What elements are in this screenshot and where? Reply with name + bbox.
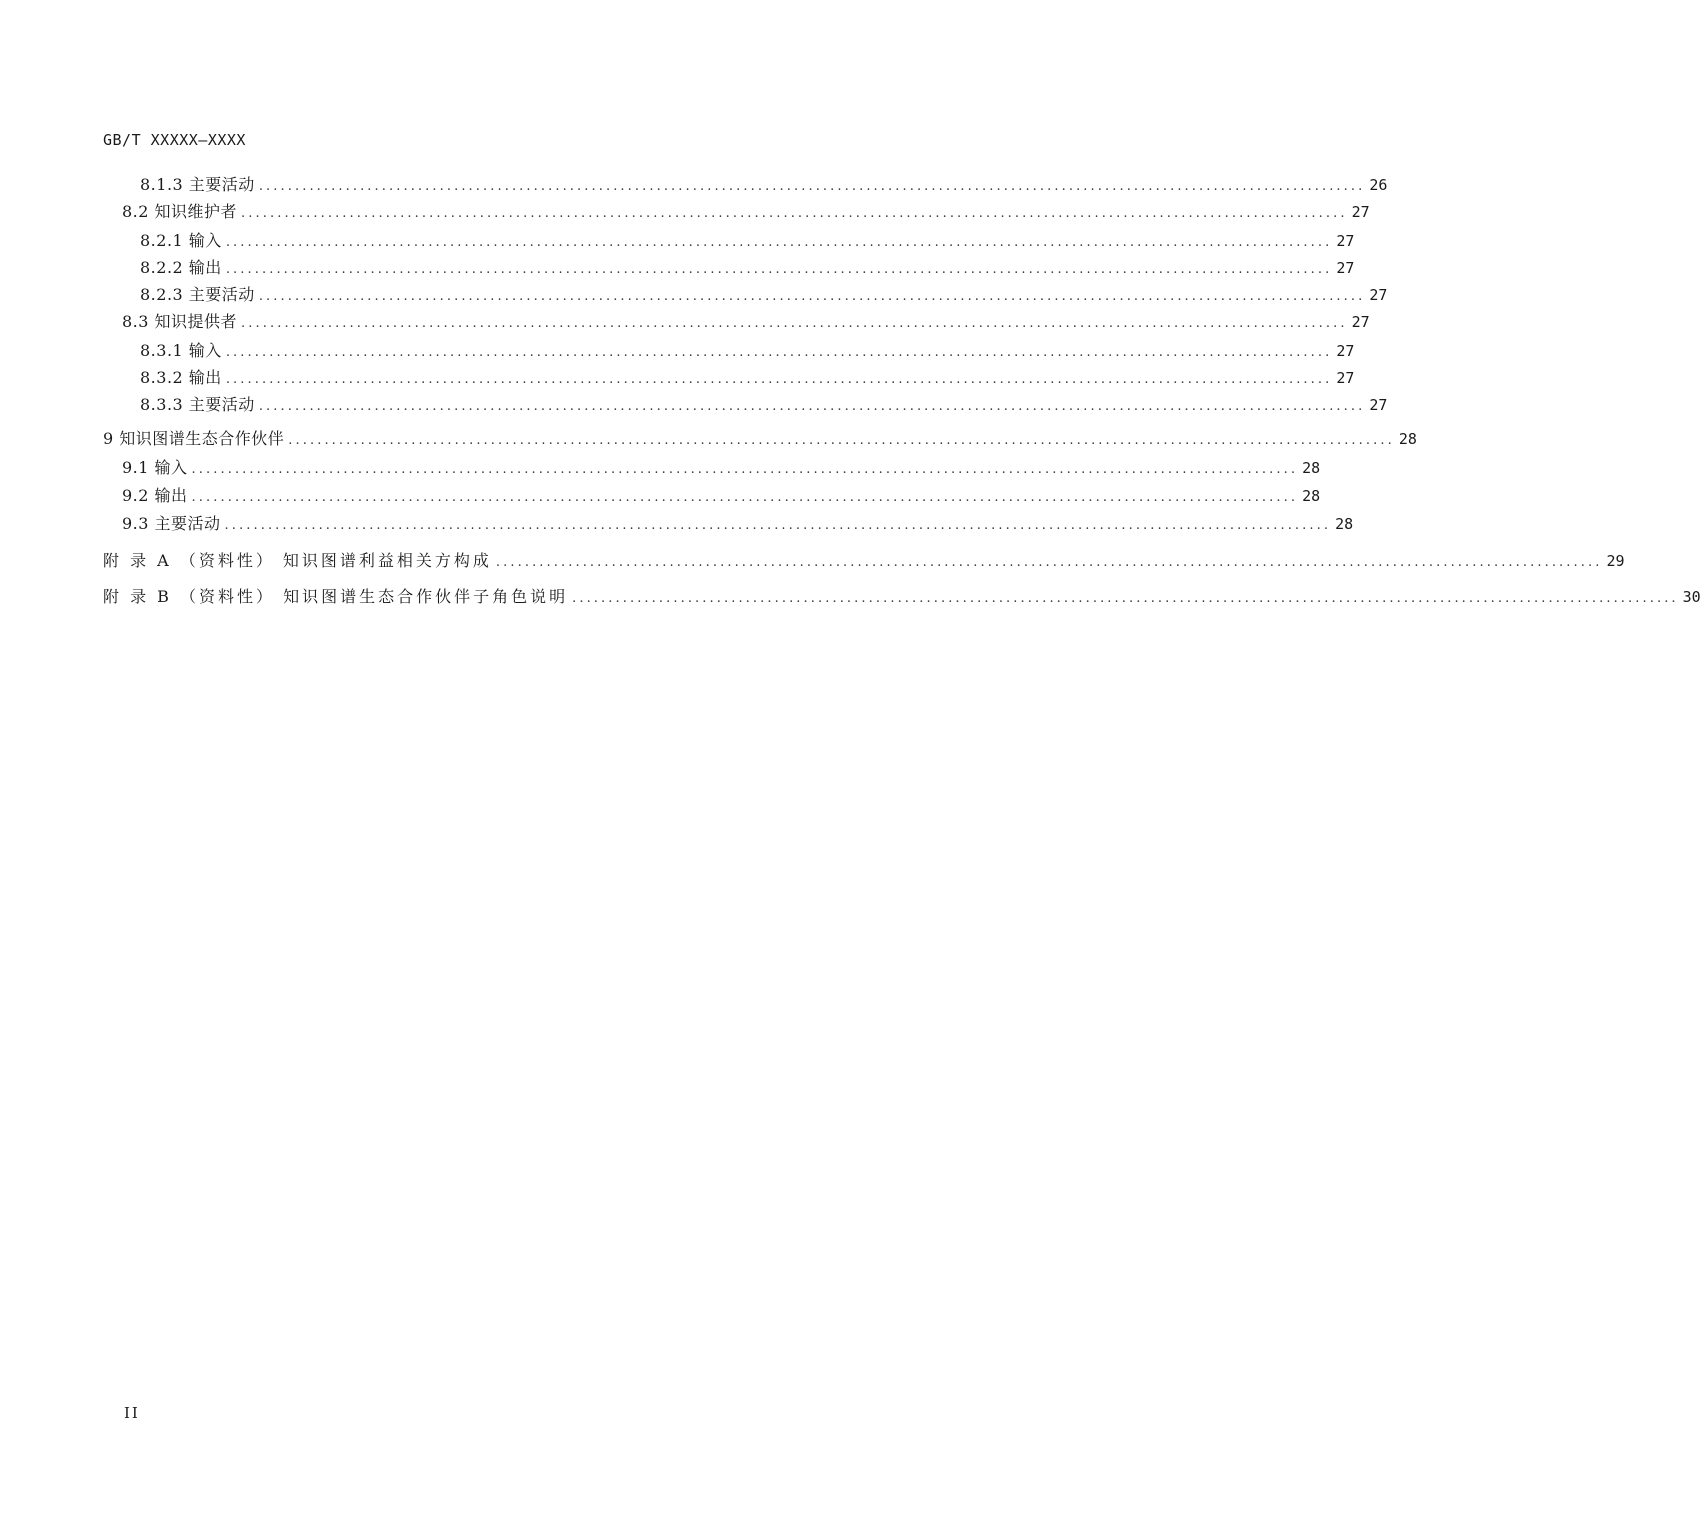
toc-entry-appendix-b[interactable] [103, 586, 1701, 608]
toc-leader-dots: ......................................................................................................................................................... [241, 206, 1348, 221]
toc-entry-9-3[interactable] [122, 513, 1354, 535]
toc-page-number: 29 [1606, 552, 1625, 570]
toc-entry-8-2[interactable] [122, 201, 1370, 223]
toc-entry-8-2-2[interactable] [140, 257, 1355, 279]
toc-entry-label: 8.3 知识提供者 [122, 312, 238, 331]
toc-entry-label: 9.3 主要活动 [122, 514, 221, 533]
toc-page-number: 27 [1351, 313, 1370, 331]
toc-entry-8-3-2[interactable] [140, 367, 1355, 389]
page-number-footer: II [124, 1404, 140, 1422]
toc-page-number: 27 [1336, 232, 1355, 250]
toc-leader-dots: ......................................................................................................................................................... [288, 433, 1395, 448]
toc-leader-dots: ......................................................................................................................................................... [258, 289, 1366, 304]
toc-entry-label: 8.3.1 输入 [140, 341, 222, 360]
toc-leader-dots: ......................................................................................................................................................... [258, 399, 1366, 414]
toc-entry-label: 9.2 输出 [122, 486, 188, 505]
toc-entry-8-1-3[interactable] [140, 174, 1388, 196]
toc-leader-dots: ......................................................................................................................................................... [191, 462, 1299, 477]
toc-page-number: 28 [1302, 459, 1321, 477]
toc-leader-dots: ......................................................................................................................................................... [225, 235, 1333, 250]
toc-entry-appendix-a[interactable] [103, 550, 1625, 572]
toc-page-number: 27 [1336, 342, 1355, 360]
toc-entry-label: 8.3.2 输出 [140, 368, 222, 387]
toc-entry-label: 9 知识图谱生态合作伙伴 [103, 429, 285, 448]
toc-page-number: 26 [1369, 176, 1388, 194]
toc-leader-dots: ......................................................................................................................................................... [225, 262, 1333, 277]
toc-entry-9-2[interactable] [122, 485, 1321, 507]
toc-leader-dots: ......................................................................................................................................................... [224, 518, 1332, 533]
toc-page-number: 30 [1682, 588, 1701, 606]
toc-entry-8-2-3[interactable] [140, 284, 1388, 306]
toc-entry-label: 8.2 知识维护者 [122, 202, 238, 221]
toc-entry-8-2-1[interactable] [140, 230, 1355, 252]
toc-leader-dots: ......................................................................................................................................................... [225, 372, 1333, 387]
toc-page-number: 28 [1398, 430, 1417, 448]
toc-entry-9[interactable] [103, 428, 1417, 450]
toc-page-number: 27 [1351, 203, 1370, 221]
toc-entry-9-1[interactable] [122, 457, 1321, 479]
toc-entry-label: 8.2.3 主要活动 [140, 285, 255, 304]
toc-entry-8-3[interactable] [122, 311, 1370, 333]
toc-page-number: 27 [1336, 259, 1355, 277]
toc-page-number: 28 [1335, 515, 1354, 533]
toc-entry-8-3-1[interactable] [140, 340, 1355, 362]
toc-leader-dots: ......................................................................................................................................................... [225, 345, 1333, 360]
toc-entry-label: 9.1 输入 [122, 458, 188, 477]
toc-leader-dots: ......................................................................................................................................................... [241, 316, 1348, 331]
document-code: GB/T XXXXX—XXXX [103, 131, 246, 149]
toc-page-number: 27 [1369, 396, 1388, 414]
table-of-contents [0, 0, 1701, 700]
toc-entry-label: 附 录 B （资料性） 知识图谱生态合作伙伴子角色说明 [103, 587, 569, 606]
toc-page-number: 27 [1369, 286, 1388, 304]
toc-entry-label: 8.2.2 输出 [140, 258, 222, 277]
toc-page-number: 27 [1336, 369, 1355, 387]
toc-entry-label: 附 录 A （资料性） 知识图谱利益相关方构成 [103, 551, 492, 570]
toc-entry-label: 8.2.1 输入 [140, 231, 222, 250]
toc-leader-dots: ......................................................................................................................................................... [191, 490, 1299, 505]
toc-entry-8-3-3[interactable] [140, 394, 1388, 416]
toc-entry-label: 8.1.3 主要活动 [140, 175, 255, 194]
toc-entry-label: 8.3.3 主要活动 [140, 395, 255, 414]
toc-leader-dots: ......................................................................................................................................................... [495, 555, 1603, 570]
toc-leader-dots: ......................................................................................................................................................... [258, 179, 1366, 194]
toc-page-number: 28 [1302, 487, 1321, 505]
toc-leader-dots: ......................................................................................................................................................... [572, 591, 1679, 606]
